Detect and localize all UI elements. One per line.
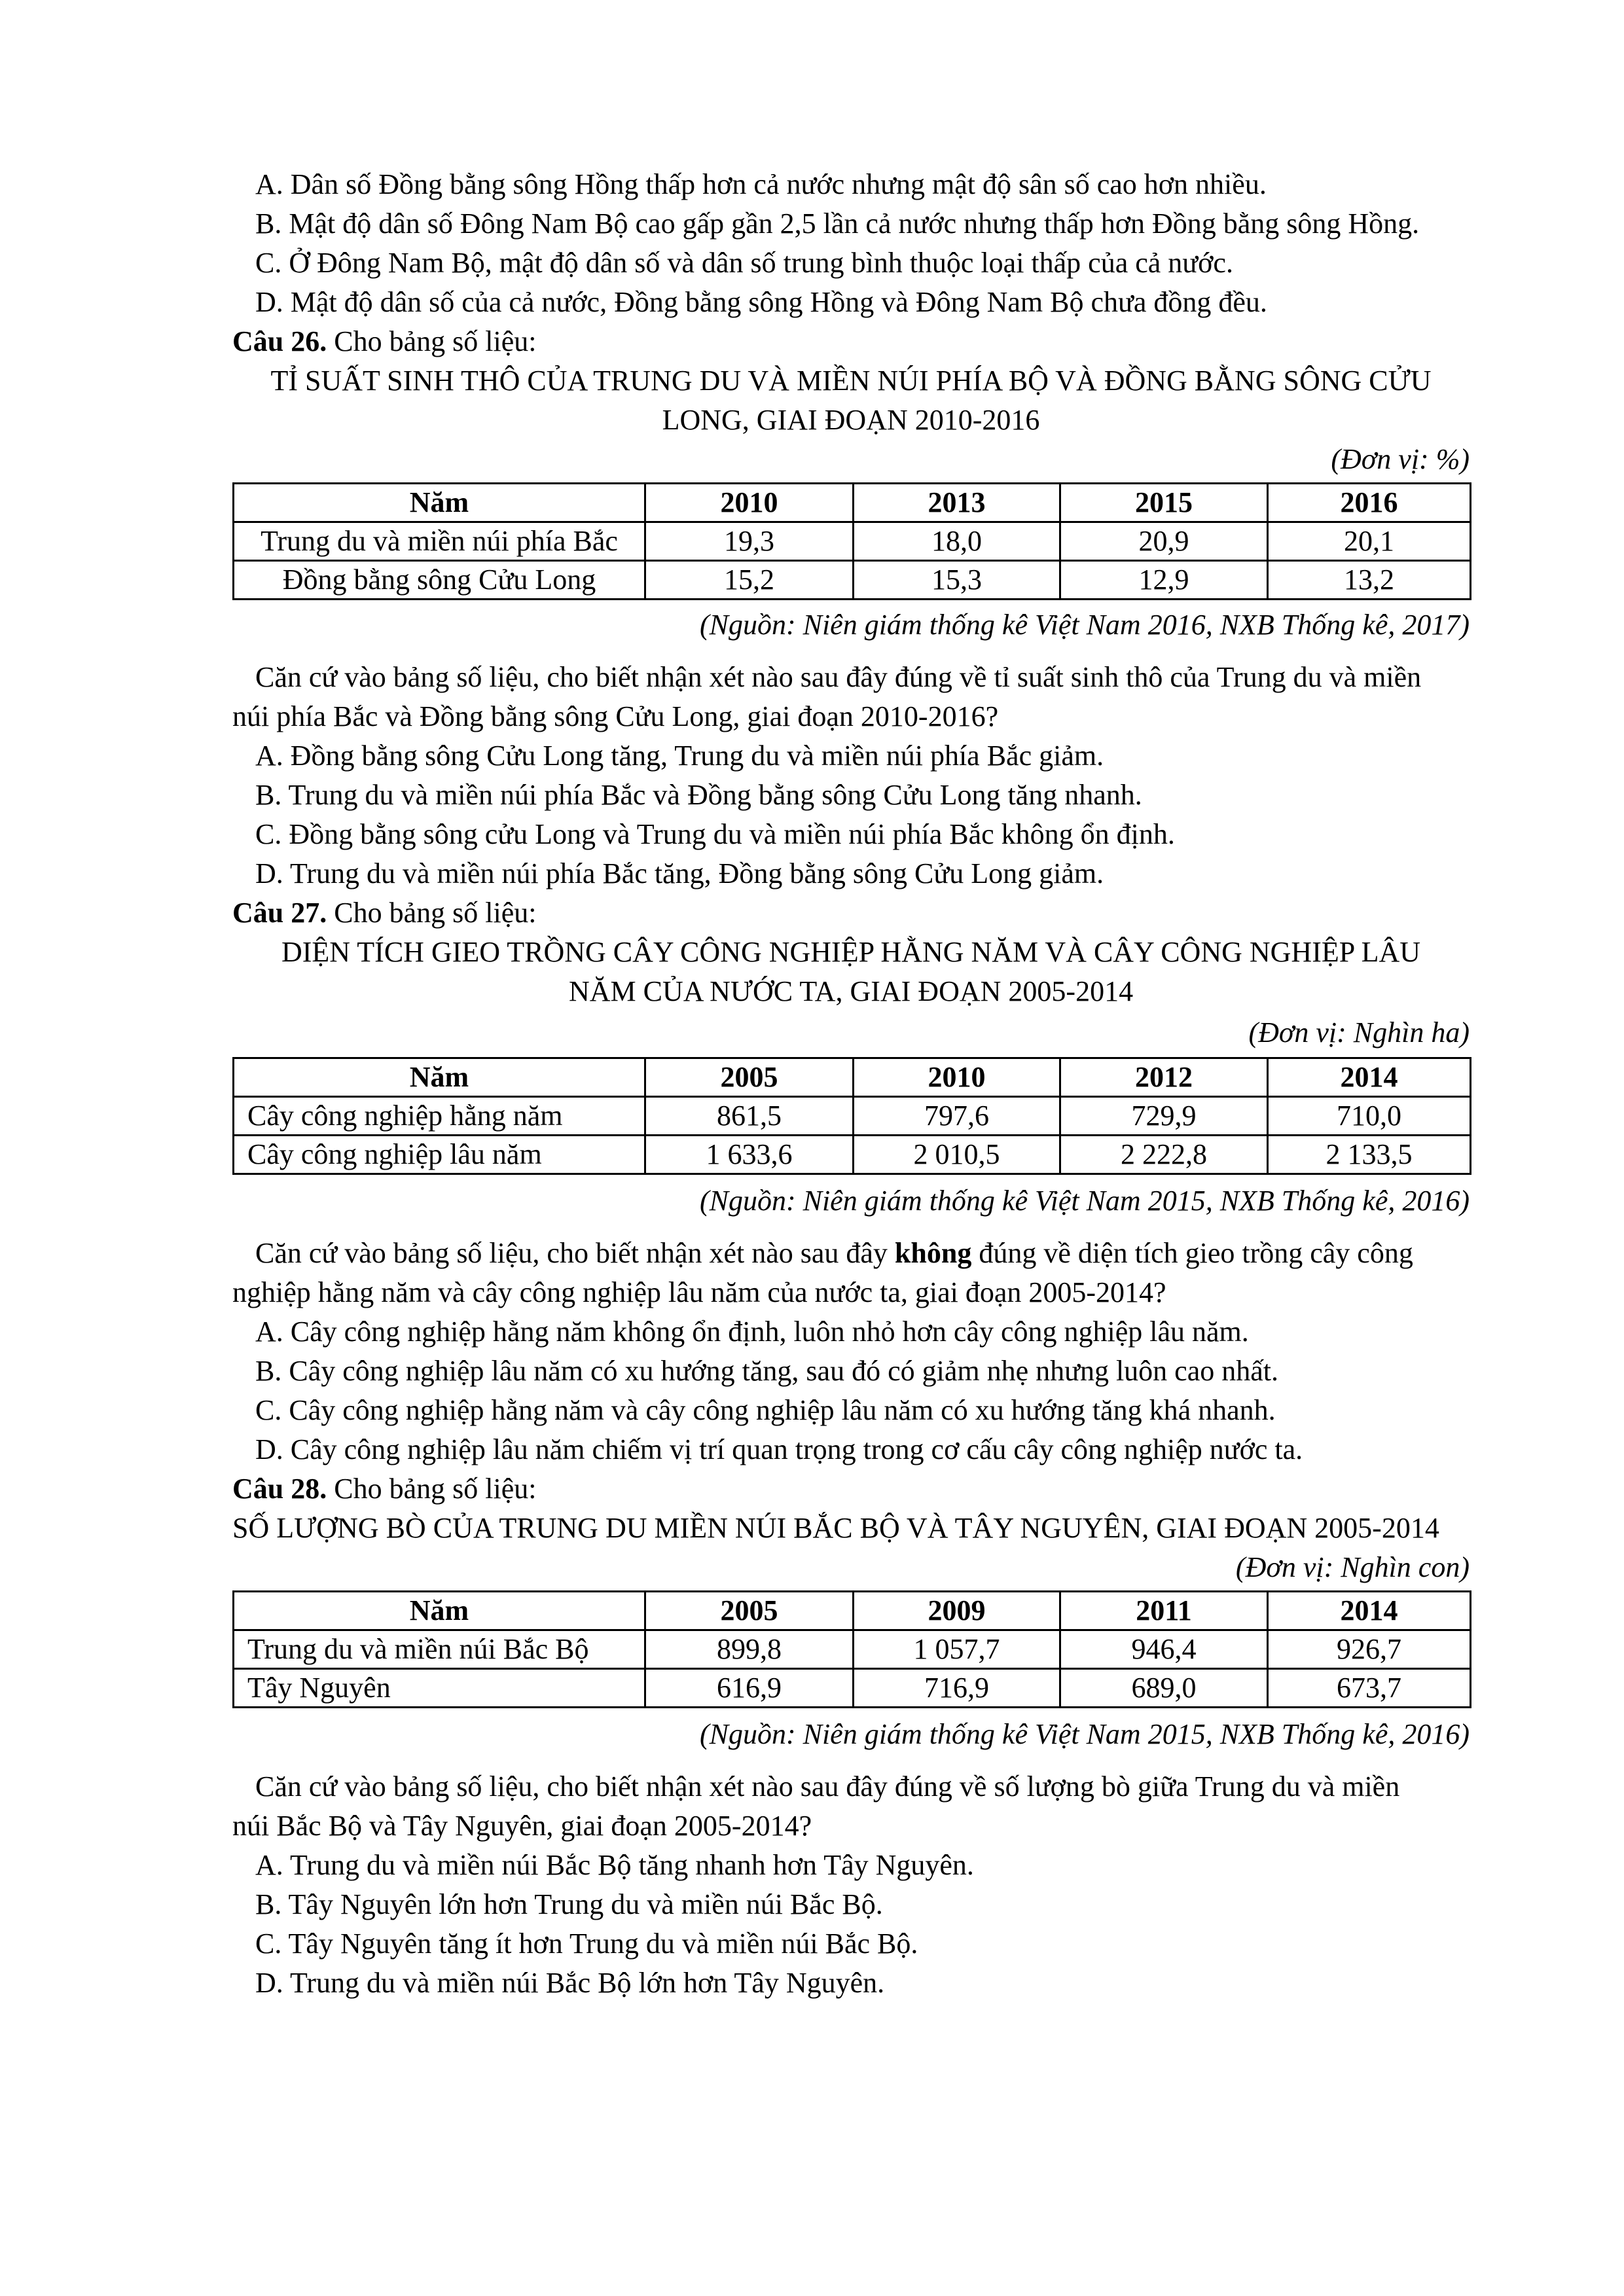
table-cell: 710,0 [1268,1097,1471,1136]
table-cell: 15,3 [854,561,1060,600]
table-cell: 926,7 [1268,1630,1471,1669]
header-cell: 2009 [854,1592,1060,1630]
q28-data-table [232,1590,1471,1708]
header-cell: 2014 [1268,1592,1471,1630]
header-cell: 2011 [1060,1592,1268,1630]
q26-question-line2: núi phía Bắc và Đồng bằng sông Cửu Long, giai đoạn 2010-2016? [232,700,999,732]
table-cell: 2 010,5 [854,1136,1060,1174]
q27-table-title-line1: DIỆN TÍCH GIEO TRỒNG CÂY CÔNG NGHIỆP HẰNG NĂM VÀ CÂY CÔNG NGHIỆP LÂU [281,936,1420,968]
q25-option-a: A. Dân số Đồng bằng sông Hồng thấp hơn cả nước nhưng mật độ sân số cao hơn nhiều. [255,168,1267,200]
table-header-row [234,484,1471,522]
table-cell: 729,9 [1060,1097,1268,1136]
table-row [234,1669,1471,1708]
q27-option-a: A. Cây công nghiệp hằng năm không ổn định, luôn nhỏ hơn cây công nghiệp lâu năm. [255,1316,1249,1348]
q27-option-b: B. Cây công nghiệp lâu năm có xu hướng tăng, sau đó có giảm nhẹ nhưng luôn cao nhất. [255,1355,1278,1387]
table-header-row [234,1058,1471,1097]
q28-unit: (Đơn vị: Nghìn con) [1235,1551,1470,1583]
table-row [234,1630,1471,1669]
q27-data-table [232,1057,1471,1175]
table-cell: 616,9 [645,1669,854,1708]
row-label: Trung du và miền núi phía Bắc [234,522,645,561]
header-cell: 2012 [1060,1058,1268,1097]
row-label: Cây công nghiệp lâu năm [234,1136,645,1174]
q27-question-line2: nghiệp hằng năm và cây công nghiệp lâu năm của nước ta, giai đoạn 2005-2014? [232,1276,1166,1308]
q26-option-c: C. Đồng bằng sông cửu Long và Trung du và miền núi phía Bắc không ổn định. [255,818,1175,850]
table-cell: 18,0 [854,522,1060,561]
q27-option-d: D. Cây công nghiệp lâu năm chiếm vị trí quan trọng trong cơ cấu cây công nghiệp nước ta. [255,1433,1303,1465]
q27-question-emphasis: không [894,1237,972,1269]
table-cell: 689,0 [1060,1669,1268,1708]
table-cell: 20,1 [1268,522,1471,561]
table-cell: 673,7 [1268,1669,1471,1708]
row-label: Cây công nghiệp hằng năm [234,1097,645,1136]
q26-option-b: B. Trung du và miền núi phía Bắc và Đồng bằng sông Cửu Long tăng nhanh. [255,779,1142,811]
header-cell: 2016 [1268,484,1471,522]
table-row [234,1097,1471,1136]
table-cell: 861,5 [645,1097,854,1136]
q27-intro: Cho bảng số liệu: [327,897,537,929]
header-cell: 2014 [1268,1058,1471,1097]
row-label: Đồng bằng sông Cửu Long [234,561,645,600]
q28-heading [232,1469,1470,1509]
q26-question-line1: Căn cứ vào bảng số liệu, cho biết nhận xét nào sau đây đúng về tỉ suất sinh thô của Trung du và miền [255,661,1422,693]
q27-question-line1 [255,1234,1470,1273]
q25-option-b: B. Mật độ dân số Đông Nam Bộ cao gấp gần 2,5 lần cả nước nhưng thấp hơn Đồng bằng sông Hồng. [255,207,1420,240]
table-cell: 13,2 [1268,561,1471,600]
header-cell: 2010 [645,484,854,522]
header-cell: Năm [234,1592,645,1630]
table-cell: 1 633,6 [645,1136,854,1174]
q27-question-pre: Căn cứ vào bảng số liệu, cho biết nhận xét nào sau đây [255,1237,895,1269]
table-row [234,1136,1471,1174]
q26-label: Câu 26. [232,325,327,357]
table-row [234,522,1471,561]
table-cell: 12,9 [1060,561,1268,600]
q28-label: Câu 28. [232,1473,327,1505]
q26-heading [232,322,1470,361]
header-cell: 2015 [1060,484,1268,522]
q26-option-a: A. Đồng bằng sông Cửu Long tăng, Trung du và miền núi phía Bắc giảm. [255,740,1104,772]
q26-table-title-line1: TỈ SUẤT SINH THÔ CỦA TRUNG DU VÀ MIỀN NÚI PHÍA BỘ VÀ ĐỒNG BẰNG SÔNG CỬU [270,365,1432,397]
q26-option-d: D. Trung du và miền núi phía Bắc tăng, Đồng bằng sông Cửu Long giảm. [255,857,1104,889]
table-row [234,561,1471,600]
table-cell: 946,4 [1060,1630,1268,1669]
q28-source: (Nguồn: Niên giám thống kê Việt Nam 2015, NXB Thống kê, 2016) [699,1718,1470,1750]
q27-table-title-line2: NĂM CỦA NƯỚC TA, GIAI ĐOẠN 2005-2014 [568,975,1134,1007]
q25-option-d: D. Mật độ dân số của cả nước, Đồng bằng sông Hồng và Đông Nam Bộ chưa đồng đều. [255,286,1267,318]
table-cell: 20,9 [1060,522,1268,561]
header-cell: 2010 [854,1058,1060,1097]
header-cell: Năm [234,484,645,522]
table-cell: 797,6 [854,1097,1060,1136]
header-cell: 2005 [645,1058,854,1097]
q27-heading [232,893,1470,933]
table-cell: 2 222,8 [1060,1136,1268,1174]
q27-source: (Nguồn: Niên giám thống kê Việt Nam 2015, NXB Thống kê, 2016) [699,1185,1470,1217]
table-cell: 15,2 [645,561,854,600]
table-cell: 899,8 [645,1630,854,1669]
q28-intro: Cho bảng số liệu: [327,1473,537,1505]
q28-question-line1: Căn cứ vào bảng số liệu, cho biết nhận xét nào sau đây đúng về số lượng bò giữa Trung du và miền [255,1770,1400,1803]
q26-table-title-line2: LONG, GIAI ĐOẠN 2010-2016 [662,404,1040,436]
row-label: Trung du và miền núi Bắc Bộ [234,1630,645,1669]
table-cell: 1 057,7 [854,1630,1060,1669]
q28-table-title: SỐ LƯỢNG BÒ CỦA TRUNG DU MIỀN NÚI BẮC BỘ VÀ TÂY NGUYÊN, GIAI ĐOẠN 2005-2014 [232,1512,1439,1544]
q26-unit: (Đơn vị: %) [1331,443,1470,475]
q27-unit: (Đơn vị: Nghìn ha) [1248,1016,1470,1049]
q27-option-c: C. Cây công nghiệp hằng năm và cây công nghiệp lâu năm có xu hướng tăng khá nhanh. [255,1394,1276,1426]
q27-question-post: đúng về diện tích gieo trồng cây công [971,1237,1413,1269]
q28-option-d: D. Trung du và miền núi Bắc Bộ lớn hơn Tây Nguyên. [255,1967,885,1999]
q28-question-line2: núi Bắc Bộ và Tây Nguyên, giai đoạn 2005-2014? [232,1810,812,1842]
q25-option-c: C. Ở Đông Nam Bộ, mật độ dân số và dân số trung bình thuộc loại thấp của cả nước. [255,247,1233,279]
header-cell: 2013 [854,484,1060,522]
row-label: Tây Nguyên [234,1669,645,1708]
q26-data-table [232,482,1471,600]
q28-option-c: C. Tây Nguyên tăng ít hơn Trung du và miền núi Bắc Bộ. [255,1928,918,1960]
q26-intro: Cho bảng số liệu: [327,325,537,357]
q28-option-b: B. Tây Nguyên lớn hơn Trung du và miền núi Bắc Bộ. [255,1888,883,1920]
q26-source: (Nguồn: Niên giám thống kê Việt Nam 2016, NXB Thống kê, 2017) [699,609,1470,641]
table-cell: 19,3 [645,522,854,561]
table-cell: 716,9 [854,1669,1060,1708]
table-header-row [234,1592,1471,1630]
header-cell: Năm [234,1058,645,1097]
header-cell: 2005 [645,1592,854,1630]
table-cell: 2 133,5 [1268,1136,1471,1174]
q27-label: Câu 27. [232,897,327,929]
q28-option-a: A. Trung du và miền núi Bắc Bộ tăng nhanh hơn Tây Nguyên. [255,1849,974,1881]
